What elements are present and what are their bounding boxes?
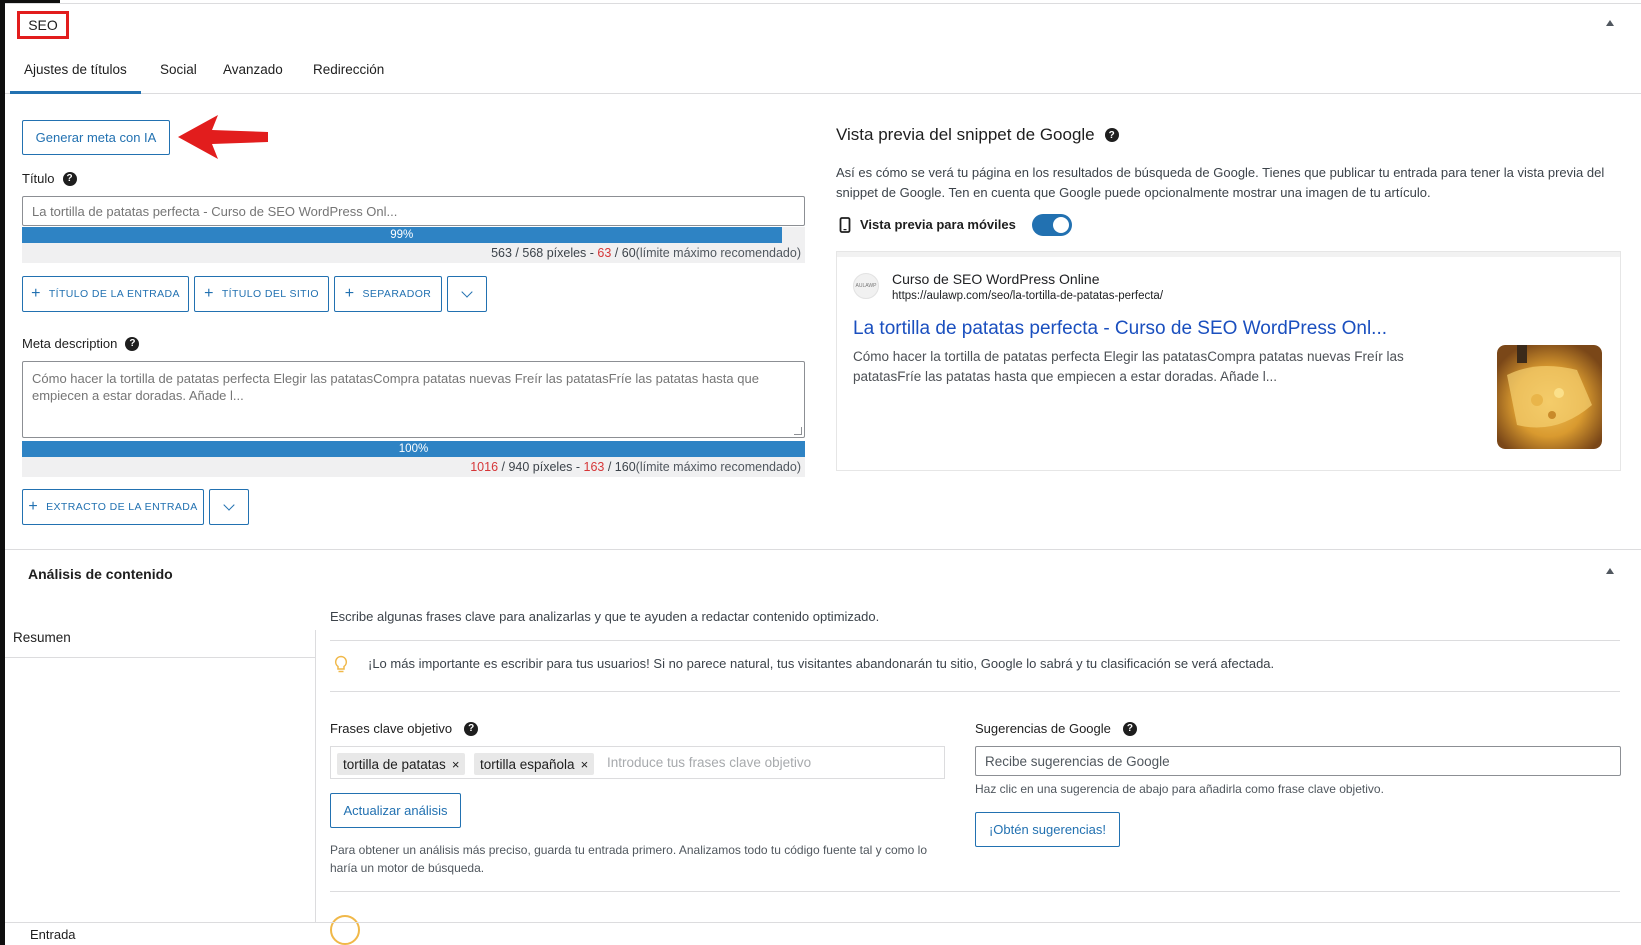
keyphrase-chip [474, 753, 594, 775]
seo-badge: SEO [17, 11, 69, 39]
analysis-heading: Análisis de contenido [28, 566, 173, 582]
mobile-preview-label: Vista previa para móviles [860, 217, 1016, 232]
insert-post-title-label: TÍTULO DE LA ENTRADA [48, 288, 180, 300]
suggest-label [975, 721, 1137, 736]
help-icon[interactable]: ? [1123, 722, 1137, 736]
snippet-title-link[interactable]: La tortilla de patatas perfecta - Curso de SEO WordPress Onl... [853, 318, 1388, 339]
snippet-heading-text: Vista previa del snippet de Google [836, 125, 1095, 144]
insert-site-title-label: TÍTULO DEL SITIO [221, 288, 319, 300]
meta-progress-fill: 100% [22, 441, 805, 457]
collapse-up-icon[interactable] [1606, 20, 1614, 26]
tab-title-settings[interactable]: Ajustes de títulos [10, 48, 141, 94]
chevron-down-icon [461, 286, 472, 297]
snippet-url: https://aulawp.com/seo/la-tortilla-de-patatas-perfecta/ [892, 290, 1164, 302]
title-px-current: 563 [491, 246, 512, 260]
snippet-description-text: Cómo hacer la tortilla de patatas perfecta Elegir las patatasCompra patatas nuevas Freír las patatasFríe las patatas hasta que empiecen a estar doradas. Añade l... [853, 349, 1404, 384]
snippet-thumbnail [1497, 345, 1602, 449]
keyphrase-chip-text: tortilla de patatas [343, 756, 446, 772]
insert-separator-button[interactable] [334, 276, 442, 312]
generate-ai-button[interactable]: Generar meta con IA [22, 120, 170, 155]
insert-site-title-button[interactable] [194, 276, 329, 312]
divider [330, 640, 1620, 641]
more-title-vars-button[interactable] [447, 276, 487, 312]
title-px-sep: / 568 píxeles - [511, 246, 598, 260]
collapse-up-icon[interactable] [1606, 568, 1614, 574]
plus-icon: + [31, 285, 41, 302]
chevron-down-icon [223, 499, 234, 510]
google-suggest-placeholder: Recibe sugerencias de Google [985, 753, 1170, 769]
red-arrow-icon [178, 113, 270, 161]
keyphrase-placeholder: Introduce tus frases clave objetivo [607, 755, 812, 770]
sidebar-rule [5, 657, 316, 658]
meta-px-current: 1016 [470, 460, 499, 474]
keyphrase-input[interactable] [330, 746, 945, 779]
keyphrase-chip-text: tortilla española [480, 756, 575, 772]
title-label-text: Título [22, 171, 55, 186]
tab-bar [5, 48, 1641, 94]
update-analysis-button[interactable]: Actualizar análisis [330, 793, 461, 828]
help-icon[interactable]: ? [125, 337, 139, 351]
title-progress-fill: 99% [22, 227, 782, 243]
insert-post-title-button[interactable] [22, 276, 189, 312]
more-meta-vars-button[interactable] [209, 489, 249, 525]
keyphrase-chip [337, 753, 465, 775]
update-analysis-note: Para obtener un análisis más preciso, guarda tu entrada primero. Analizamos todo tu código fuente tal y como lo haría un motor de búsqueda. [330, 843, 928, 875]
suggest-note: Haz clic en una sugerencia de abajo para añadirla como frase clave objetivo. [975, 782, 1384, 796]
analysis-tip: ¡Lo más importante es escribir para tus usuarios! Si no parece natural, tus visitantes abandonarán tu sitio, Google lo sabrá y tu clasificación se verá afectada. [368, 656, 1275, 671]
title-label [22, 171, 77, 186]
sidebar-item-summary[interactable]: Resumen [13, 630, 71, 645]
analysis-intro: Escribe algunas frases clave para analizarlas y que te ayuden a redactar contenido optimizado. [330, 609, 880, 624]
meta-limit-note: (límite máximo recomendado) [635, 460, 801, 474]
title-limit-note: (límite máximo recomendado) [635, 246, 801, 260]
remove-chip-icon[interactable]: × [580, 756, 589, 772]
meta-chars-current: 163 [583, 460, 605, 474]
snippet-top-strip [837, 252, 1620, 257]
get-suggestions-button[interactable]: ¡Obtén sugerencias! [975, 812, 1120, 847]
footer-entry-label: Entrada [30, 927, 76, 942]
title-input[interactable] [22, 196, 805, 226]
keyphrase-label-text: Frases clave objetivo [330, 721, 453, 736]
meta-counter [22, 460, 801, 474]
divider [330, 691, 1620, 692]
meta-chars-sep: / 160 [604, 460, 636, 474]
lightbulb-icon [334, 655, 348, 675]
meta-label [22, 336, 139, 351]
title-chars-sep: / 60 [611, 246, 636, 260]
remove-chip-icon[interactable]: × [451, 756, 460, 772]
google-suggest-input[interactable] [975, 746, 1621, 776]
footer-rule [5, 922, 1641, 923]
tab-advanced[interactable]: Avanzado [223, 62, 283, 77]
top-rule [5, 3, 1641, 4]
google-snippet-card [836, 251, 1621, 471]
snippet-description: Así es cómo se verá tu página en los resultados de búsqueda de Google. Tienes que publicar tu entrada para tener la vista previa del snippet de Google. Ten en cuenta que Google puede opcionalmente mostrar una imagen de tu artículo. [836, 165, 1605, 200]
divider [330, 891, 1620, 892]
meta-px-sep: / 940 píxeles - [498, 460, 584, 474]
analysis-sidebar [5, 630, 316, 922]
title-input-value: La tortilla de patatas perfecta - Curso de SEO WordPress Onl... [32, 203, 398, 219]
help-icon[interactable]: ? [464, 722, 478, 736]
toggle-knob [1053, 217, 1069, 233]
snippet-site-name: Curso de SEO WordPress Online [892, 271, 1100, 287]
score-indicator-icon [330, 915, 360, 945]
analysis-top-rule [5, 549, 1641, 550]
meta-label-text: Meta description [22, 336, 118, 351]
title-counter [22, 246, 801, 260]
title-progress-bar [22, 227, 805, 243]
mobile-icon [839, 217, 851, 233]
insert-excerpt-label: EXTRACTO DE LA ENTRADA [46, 501, 198, 513]
meta-description-value: Cómo hacer la tortilla de patatas perfecta Elegir las patatasCompra patatas nuevas Freír las patatasFríe las patatas hasta que empiecen a estar doradas. Añade l... [32, 371, 759, 403]
meta-progress-bar [22, 441, 805, 457]
keyphrase-label [330, 721, 478, 736]
plus-icon: + [344, 285, 355, 302]
insert-excerpt-button[interactable] [22, 489, 204, 525]
title-chars-current: 63 [597, 246, 612, 260]
insert-separator-label: SEPARADOR [362, 288, 432, 300]
plus-icon: + [28, 498, 39, 515]
plus-icon: + [204, 285, 214, 302]
snippet-heading [836, 125, 1119, 145]
meta-description-textarea[interactable] [22, 361, 805, 438]
tab-redirect[interactable]: Redirección [313, 62, 385, 77]
resize-handle[interactable] [794, 427, 802, 435]
help-icon[interactable]: ? [63, 172, 77, 186]
mobile-preview-toggle[interactable] [1032, 214, 1072, 236]
tab-social[interactable]: Social [160, 62, 197, 77]
site-favicon: AULAWP [853, 273, 879, 299]
suggest-label-text: Sugerencias de Google [975, 721, 1111, 736]
help-icon[interactable]: ? [1105, 128, 1119, 142]
